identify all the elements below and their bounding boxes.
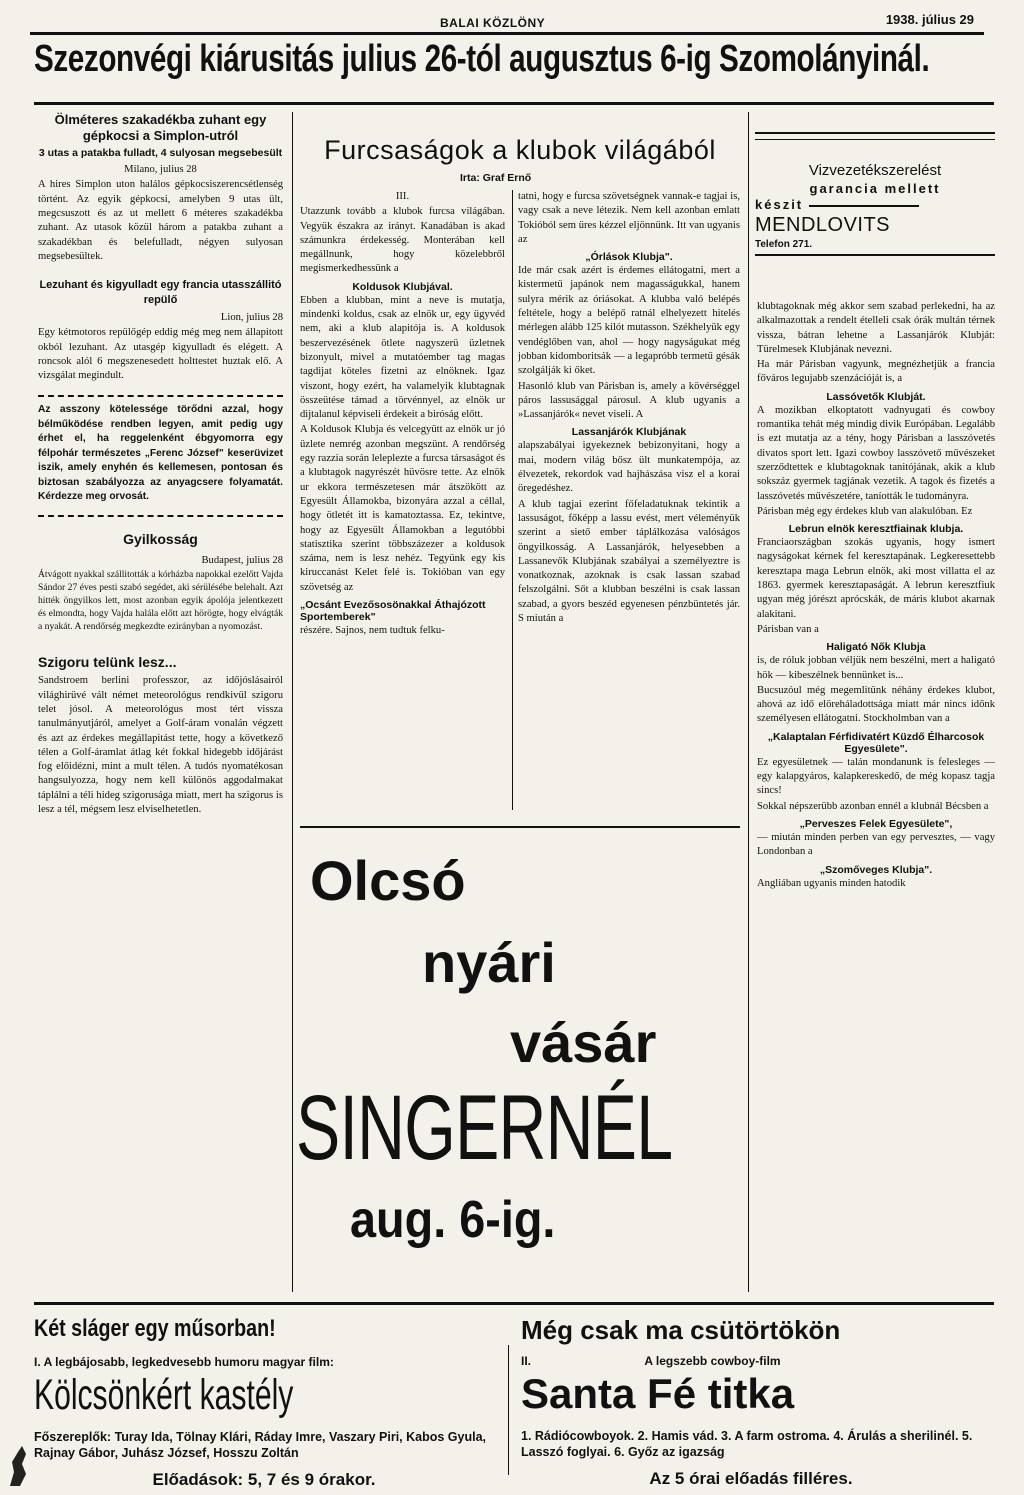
article-body: Sandstroem berlini professzor, az időjóslásairól világhirüvé vált német meteorológus rendkivül szigoru telet jósol. A meteorológus most tért vissza tanulmányutjáról, amelyet a Golf-áram vonalán végzett és azt az érdekes megállapitást tette, hogy a következő télen a Golf-áramlat átlag két fokkal hidegebb időjárást fog előidézni, mint a mult télen. A tudós nyomatékosan hangsulyozza, hogy nem kell különös aggodalmakat táplálni a téli hideg szigorusága miatt, mert ha szigorus is lesz a tél, mégsem lesz elviselhetetlen. (38, 675, 283, 816)
ad-keszit-text: készit (755, 197, 804, 212)
dateline: Milano, julius 28 (124, 164, 197, 176)
article-body: alapszabályai igyekeznek bebizonyitani, hogy a mai, modern világ bősz ült munkatempója, az élvezetek, rekordok vad hajhászása visz el a korai öregedéshez. (518, 440, 740, 495)
article-body: Ha már Párisban vagyunk, megnézhetjük a francia főváros legujabb szenzációját is, a (757, 359, 995, 385)
ad-headline: Két sláger egy műsorban! (34, 1315, 276, 1342)
subheading: „Kalaptalan Férfidivatért Küzdő Élharcosok Egyesülete". (767, 730, 985, 755)
article-body: Sokkal népszerübb azonban ennél a klubnál Bécsben a (757, 800, 989, 812)
publication-name: BALAI KÖZLÖNY (440, 16, 546, 30)
feature-title: Furcsaságok a klubok világából (324, 135, 716, 165)
article-body: Párisban még egy érdekes klub van alakulóban. Ez (757, 505, 973, 517)
showtimes: Előadások: 5, 7 és 9 órakor. (152, 1469, 376, 1489)
article-body: tatni, hogy e furcsa szövetségnek vannak-e tagjai is, vagy csak a neve létezik. Nem kell azonban emlatt Tokióból sem üres kézzel eljönnünk. Itt van ugyanis az (518, 191, 740, 245)
article-title: Lezuhant és kigyulladt egy francia utasszállitó repülő (39, 279, 282, 307)
article-body: A klub tagjai ezerint főfeladatuknak tekintik a lassuságot, főképp a lassu evést, mert véleményük szerint a siető ember táplálkozása valóságos öngyilkosság. A Lassanjárók, helyesebben a Lassanevők Klubjának szabályai a személyeztre is vonatkoznak, azoknak is csak lassan szabad felszolgálni. Sőt a klubban beszélni is csak lassan szabad, a gyors beszéd egyenesen pénzbüntetés jár. S miután a (518, 498, 740, 625)
film-title: Kölcsönkért kastély (34, 1371, 294, 1419)
article-body: Ebben a klubban, mint a neve is mutatja, mindenki koldus, csak az elnök ur, egy ügyvéd nem, aki a klub alapitója is. A koldusok beszervezésének ötlete nagyszerü üzletnek bizonyult, mivel a mutatóember tag magas tagdijat köteles fizetni az elnöknek. Igaz viszont, hogy ezért, ha valamelyik klubtagnak összeütése támad a törvénnyel, az elnök ur dijtalanul képviseli érdekeit a biróság előtt. (300, 294, 505, 421)
ad-line: Olcsó (310, 849, 466, 912)
article-subtitle: 3 utas a patakba fulladt, 4 sulyosan megsebesült (38, 147, 283, 160)
ad-subtitle: garancia mellett (809, 181, 941, 196)
article-body: Utazzunk tovább a klubok furcsa világában. Vegyük északra az irányt. Kanadában is akad számunkra érdekesség. Monterában kell megállnunk, hogy közelebbről megismerkedhessünk a (300, 206, 505, 275)
ad-title: Vizvezetékszerelést (808, 162, 942, 179)
plumbing-ad (755, 130, 995, 256)
article-body: A mozikban elkoptatott vadnyugati és cowboy romantika tehát még mindig divik Európában. Legalább is ezt mutatja az a tény, hogy Párisban a lasszóvetés divatos sport lett. Igazi cowboy lasszóvető művészeket szerződtettek e klubtagoknak tanitójának, akik a klub sokszáz gyermek tagjának vezetik. A tagok és fizetés a lasszóvetés művészetére, taníották le tudományra. (757, 404, 995, 502)
ad-rule (809, 205, 919, 207)
column-rule (512, 190, 513, 810)
subheading: „Szomőveges Klubja". (819, 863, 933, 876)
article-body: Hasonló klub van Párisban is, amely a kövérséggel páros lassusággal párosul. A klub ugyanis a »Lassanjárók« nevet viseli. A (518, 380, 740, 421)
ad-paragraph: Az asszony kötelessége törődni azzal, hogy bélműködése rendben legyen, amit pedig ugy érhet el, ha reggelenként ébgyomorra egy félpohár természetes „Ferenc József" keserüvizet iszik, amely enyhén és kellemesen, pontosan és biztosan szabályozza az anyagcsere folyamatát. Kérdezze meg orvosát. (38, 404, 283, 503)
header-rule (30, 32, 984, 35)
article-body: A hires Simplon uton halálos gépkocsiszerencsétlenség történt. Az egyik gépkocsi, amelyben 9 utas ült, megcsuszott és az ut mellett 6 méteres szakadékba zuhant. Az utasok közül három a patakba zuhant a szakadékban és belefulladt, négyen sulyosan megsebesültek. (38, 179, 283, 262)
ad-rule (300, 826, 740, 828)
program-number: II. (521, 1354, 532, 1368)
article-body: klubtagoknak még akkor sem szabad perlekedni, ha az alkalmazottak a rendelt ételleli csak órák multán térnek vissza, bátran lehetne a Lassanjárók Klubját: Türelmesek Klubjának nevezni. (757, 301, 995, 355)
ad-line: vásár (510, 1011, 657, 1074)
ad-line: nyári (422, 931, 556, 994)
ad-divider (508, 1345, 509, 1475)
article-body: Bucsuzóul még megemlitünk néhány érdekes klubot, ahová az idő elöreháladottsága miatt már nincs időnk személyesen ellátogatni. Stockholmban van a (757, 684, 995, 725)
article-body: Átvágott nyakkal szállitották a kórházba napokkal ezelőtt Vajda Sándor 27 éves pesti szabó segédet, aki sérülésébe belehalt. Azt hitték öngyilkos lett, most azonban egyik ápolója jelentkezett és elmondta, hogy Vajda halála előtt azt hörögte, hogy elvágták a nyakát. A rendőrség megkezdte ezirányban a nyomozást. (38, 568, 283, 632)
screening-note: Az 5 órai előadás filléres. (649, 1468, 853, 1488)
ad-line: SINGERNÉL (296, 1077, 673, 1179)
subheading: Lassóvetők Klubját. (826, 390, 926, 403)
article-body: Franciaországban szokás ugyanis, hogy ismert nagyságokat kérnek fel keresztapának. Legkeresettebb keresztapa maga Lebrun elnök, aki most villatta el az 1863. gyermek keresztapaságát. A lebrun keresztfiuk ugyan még jórészt aprócskák, de máris klubot akarnak alakitani. (757, 537, 995, 620)
article-body: Párisban van a (757, 623, 819, 635)
episode-list: 1. Rádiócowboyok. 2. Hamis vád. 3. A farm ostroma. 4. Árulás a sherilinél. 5. Lasszó foglyai. 6. Győz az igazság (521, 1429, 973, 1460)
column-3 (518, 190, 740, 815)
subheading: „Perveszes Felek Egyesülete", (799, 817, 953, 830)
column-rule (292, 112, 293, 1292)
cinema-ad-left (34, 1315, 494, 1490)
divider (38, 515, 283, 517)
cinema-ads (34, 1315, 994, 1489)
divider (38, 395, 283, 397)
subheading: Lebrun elnök keresztfiainak klubja. (788, 523, 964, 536)
bottom-rule (34, 1302, 994, 1305)
cast-list: Főszereplők: Turay Ida, Tölnay Klári, Ráday Imre, Vaszary Piri, Kabos Gyula, Rajnay Gábor, Juhász József, Hosszu Zoltán (34, 1430, 487, 1461)
subheading: Koldusok Klubjával. (352, 280, 453, 293)
ad-rule (755, 254, 995, 256)
subheading: „Ocsánt Evezősosönakkal Áthajózott Sportemberek" (300, 599, 486, 624)
ad-subline-text: A legbájosabb, legkedvesebb humoru magyar film: (43, 1355, 334, 1369)
cinema-ad-right (521, 1315, 981, 1489)
banner-ad: Szezonvégi kiárusitás julius 26-tól augusztus 6-ig Szomolányinál. (34, 38, 930, 80)
dateline: Lion, julius 28 (220, 311, 283, 323)
article-title: Szigoru telünk lesz... (38, 653, 177, 670)
ad-subline (521, 1354, 981, 1368)
subheading: „Órlások Klubja". (585, 251, 673, 264)
ad-subline (34, 1355, 494, 1369)
article-body: Ez egyesületnek — talán mondanunk is felesleges — egy kalapgyáros, kalapkereskedő, de még kopasz tagja sincs! (757, 756, 995, 797)
article-body: Angliában ugyanis minden hatodik (757, 877, 906, 889)
dateline: Budapest, julius 28 (201, 554, 283, 566)
ad-rule (755, 132, 995, 134)
ad-phone: Telefon 271. (755, 239, 813, 250)
column-4 (757, 300, 995, 1290)
ad-keszit (755, 197, 995, 212)
article-title: Ölméteres szakadékba zuhant egy gépkocsi a Simplon-utról (54, 112, 267, 143)
article-body: is, de róluk jobban véljük nem beszélni, mert a haligató hök — kibeszélnek bennünket is... (757, 655, 995, 681)
subheading: Haligató Nők Klubja (826, 641, 926, 654)
singer-sale-ad (296, 840, 740, 1290)
article-body: Egy kétmotoros repülőgép eddig még meg nem állapitott okból lezuhant. Az utasgép kigyulladt és elégett. A roncsok alól 6 megszenesedett holttestet huztak elő. A vizsgálat megindult. (38, 327, 283, 382)
column-1 (38, 112, 283, 1282)
column-rule (748, 112, 749, 1292)
column-2 (300, 190, 505, 815)
film-title: Santa Fé titka (521, 1370, 795, 1417)
article-body: Ide már csak azért is érdemes ellátogatni, mert a kistermetű japánok nem magasságukkal, hanem sulyra mérik az óriásokat. A klubba való belépés feltétele, hogy a belépő ratnál elhelyezett hitelés mérlegen alább 125 kilót mutasson. Székhelyük egy vendéglőben van, ahol — hogy nagyságukat még jobban kidomboritsák — a legapróbb termetű gésák szolgálják ki őket. (518, 265, 740, 377)
program-number: I. (34, 1355, 41, 1369)
library-stamp-graphic (6, 1442, 32, 1490)
article-body: részére. Sajnos, nem tudtuk felku- (300, 625, 445, 637)
ad-name: MENDLOVITS (755, 214, 891, 236)
banner-rule (34, 102, 994, 105)
ad-headline: Még csak ma csütörtökön (521, 1315, 841, 1345)
subheading: Lassanjárók Klubjának (571, 426, 687, 439)
byline: Irta: Graf Ernő (460, 172, 532, 184)
ad-line: aug. 6-ig. (350, 1191, 556, 1249)
ad-subline-text: A legszebb cowboy-film (644, 1354, 781, 1368)
article-body: — miután minden perben van egy pervesztes, — vagy Londonban a (757, 831, 995, 858)
issue-date: 1938. július 29 (885, 12, 974, 27)
section-number: III. (395, 191, 410, 202)
ad-rule (755, 139, 995, 140)
article-body: A Koldusok Klubja és velcegyütt az elnök ur jó üzlete nemrég azonban megszünt. A rendőrség egy razzia során leleplezte a furcsa társaságot és a klubtagok nagyrészét hüvösre tette. Az elnök ur ekkora természetesen már átszökött az Egyesült Államokba, bizonyára azzal a céllal, hogy ötletét itt is kamatoztassa. Ez, tekintve, hogy az Egyesült Államokban a legutóbbi statisztika szerint többszázezer a koldusok száma, nem is lesz nehéz. Tegyünk egy kis kiruccanást Kelet felé is. Tokióban van egy szövetség az (300, 424, 505, 593)
article-title: Gyilkosság (123, 530, 198, 547)
